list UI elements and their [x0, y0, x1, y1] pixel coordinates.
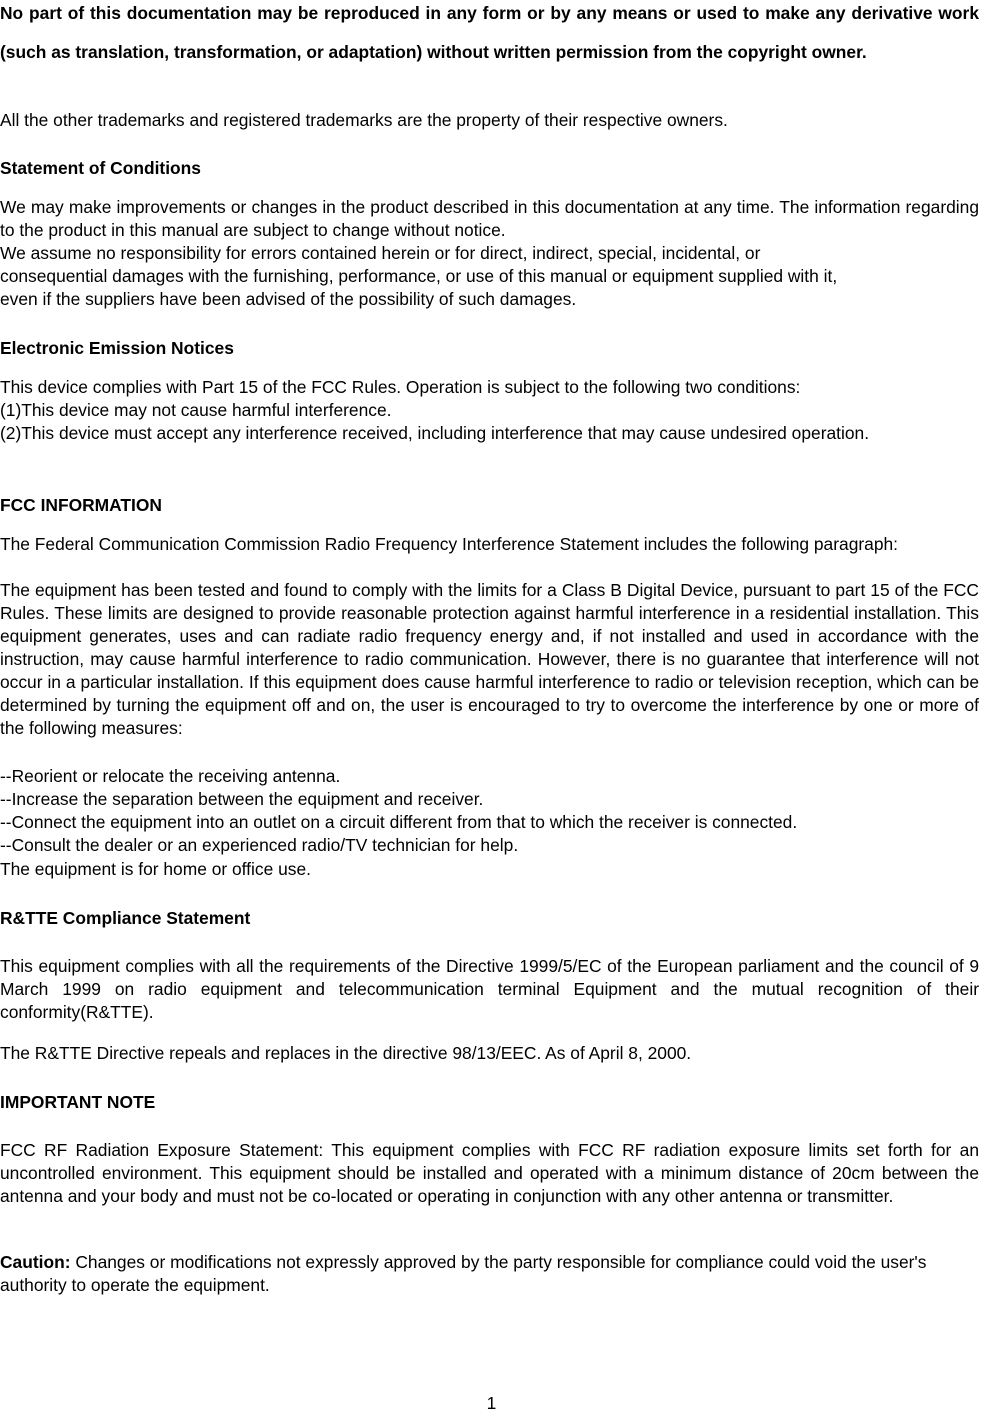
statement-of-conditions-heading: Statement of Conditions	[0, 158, 201, 178]
list-item: --Consult the dealer or an experienced radio/TV technician for help.	[0, 835, 519, 855]
rtte-paragraph-1: This equipment complies with all the requirements of the Directive 1999/5/EC of the European parliament and the council of 9 March 1999 on radio equipment and telecommunication terminal Equipment and the mutual recognition of their conformity(R&TTE).	[0, 956, 979, 1022]
emission-condition-2: (2)This device must accept any interference received, including interference that may cause undesired operation.	[0, 423, 870, 443]
copyright-notice: No part of this documentation may be reproduced in any form or by any means or used to make any derivative work (such as translation, transformation, or adaptation) without written permission from the copyright owner.	[0, 3, 979, 62]
caution-paragraph	[0, 1251, 979, 1297]
interference-measures-list	[0, 765, 979, 857]
emission-condition-1: (1)This device may not cause harmful interference.	[0, 400, 392, 420]
fcc-information-heading: FCC INFORMATION	[0, 495, 162, 515]
list-item: --Increase the separation between the equipment and receiver.	[0, 789, 484, 809]
list-item: --Reorient or relocate the receiving antenna.	[0, 766, 341, 786]
text-line: even if the suppliers have been advised of the possibility of such damages.	[0, 289, 577, 309]
fcc-information-paragraph-2: The equipment has been tested and found to comply with the limits for a Class B Digital Device, pursuant to part 15 of the FCC Rules. These limits are designed to provide reasonable protection against harmful interference in a residential installation. This equipment generates, uses and can radiate radio frequency energy and, if not installed and used in accordance with the instruction, may cause harmful interference to radio communication. However, there is no guarantee that interference will not occur in a particular installation. If this equipment does cause harmful interference to radio or television reception, which can be determined by turning the equipment off and on, the user is encouraged to try to overcome the interference by one or more of the following measures:	[0, 580, 979, 738]
page-number: 1	[486, 1393, 497, 1413]
text-line: consequential damages with the furnishing, performance, or use of this manual or equipment supplied with it,	[0, 266, 838, 286]
electronic-emission-intro: This device complies with Part 15 of the FCC Rules. Operation is subject to the following two conditions:	[0, 377, 801, 397]
list-item: --Connect the equipment into an outlet on a circuit different from that to which the receiver is connected.	[0, 812, 798, 832]
fcc-information-paragraph-1: The Federal Communication Commission Radio Frequency Interference Statement includes the following paragraph:	[0, 534, 899, 554]
rtte-heading: R&TTE Compliance Statement	[0, 908, 251, 928]
text-line: We assume no responsibility for errors contained herein or for direct, indirect, special, incidental, or	[0, 243, 761, 263]
home-office-use: The equipment is for home or office use.	[0, 859, 311, 879]
trademarks-notice: All the other trademarks and registered trademarks are the property of their respective owners.	[0, 110, 728, 130]
rf-exposure-statement: FCC RF Radiation Exposure Statement: This equipment complies with FCC RF radiation exposure limits set forth for an uncontrolled environment. This equipment should be installed and operated with a minimum distance of 20cm between the antenna and your body and must not be co-located or operating in conjunction with any other antenna or transmitter.	[0, 1140, 979, 1206]
caution-text: Changes or modifications not expressly approved by the party responsible for compliance could void the user's authority to operate the equipment.	[0, 1252, 927, 1295]
important-note-heading: IMPORTANT NOTE	[0, 1092, 156, 1112]
rtte-paragraph-2: The R&TTE Directive repeals and replaces in the directive 98/13/EEC. As of April 8, 2000.	[0, 1043, 692, 1063]
statement-of-conditions-paragraph-2	[0, 242, 979, 311]
statement-of-conditions-paragraph-1: We may make improvements or changes in the product described in this documentation at any time. The information regarding to the product in this manual are subject to change without notice.	[0, 197, 979, 240]
caution-label: Caution:	[0, 1252, 71, 1272]
electronic-emission-heading: Electronic Emission Notices	[0, 338, 234, 358]
